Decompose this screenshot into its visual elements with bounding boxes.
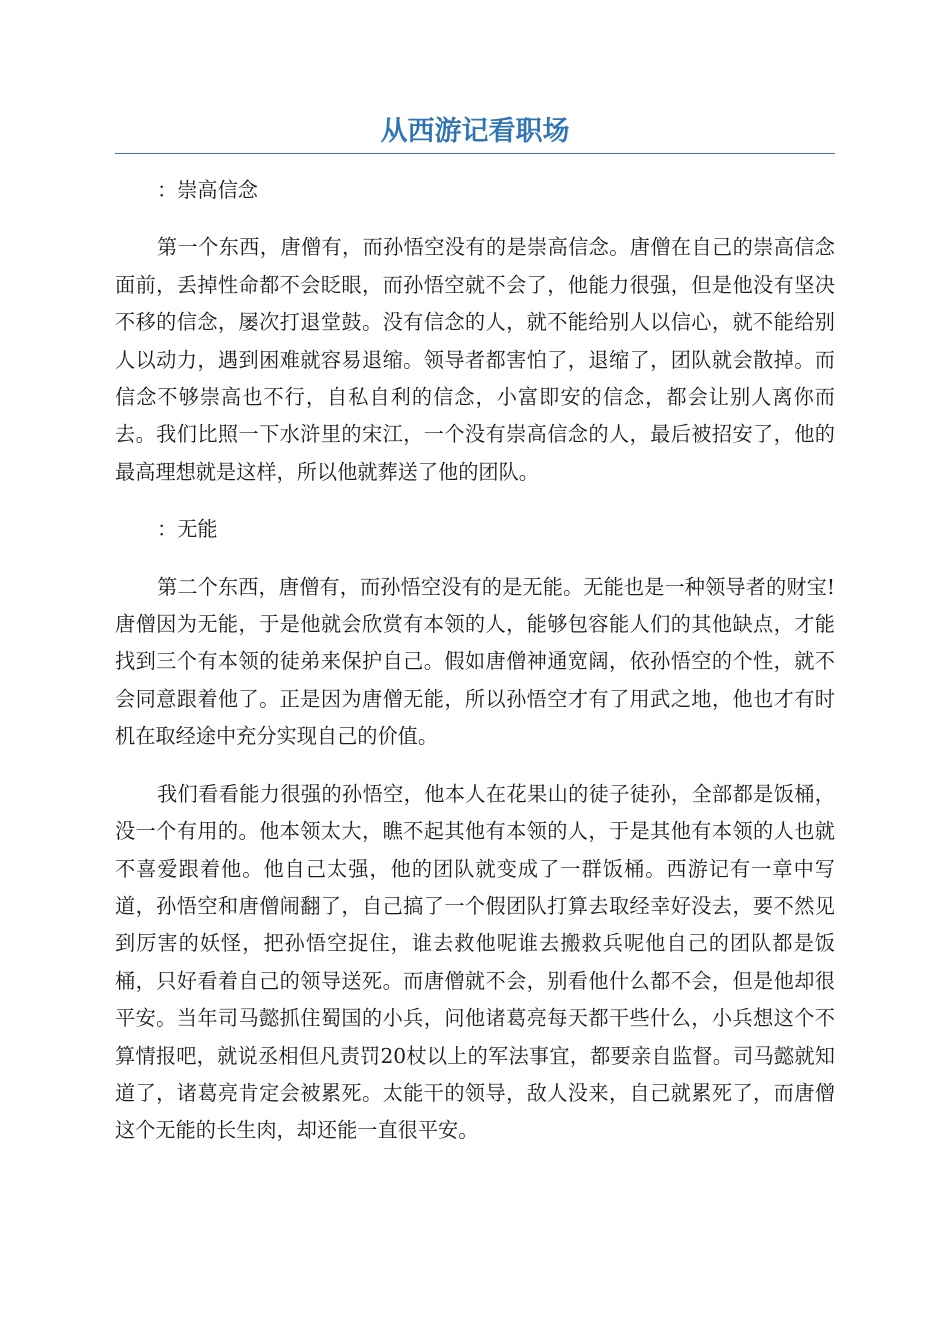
paragraph-incompetence: 第二个东西，唐僧有，而孙悟空没有的是无能。无能也是一种领导者的财宝!唐僧因为无能，于是他就会欣赏有本领的人，能够包容能人们的其他缺点，才能找到三个有本领的徒弟来保护自己。假如唐僧神通宽阔，依孙悟空的个性，就不会同意跟着他了。正是因为唐僧无能，所以孙悟空才有了用武之地，他也才有时机在取经途中充分实现自己的价值。 — [115, 574, 835, 749]
paragraph-sun-wukong: 我们看看能力很强的孙悟空，他本人在花果山的徒子徒孙，全部都是饭桶，没一个有用的。他本领太大，瞧不起其他有本领的人，于是其他有本领的人也就不喜爱跟着他。他自己太强，他的团队就变成了一群饭桶。西游记有一章中写道，孙悟空和唐僧闹翻了，自己搞了一个假团队打算去取经幸好没去，要不然见到厉害的妖怪，把孙悟空捉住，谁去救他呢谁去搬救兵呢他自己的团队都是饭桶，只好看着自己的领导送死。而唐僧就不会，别看他什么都不会，但是他却很平安。当年司马懿抓住蜀国的小兵，问他诸葛亮每天都干些什么，小兵想这个不算情报吧，就说丞相但凡责罚20杖以上的军法事宜，都要亲自监督。司马懿就知道了，诸葛亮肯定会被累死。太能干的领导，敌人没来，自己就累死了，而唐僧这个无能的长生肉，却还能一直很平安。 — [115, 781, 835, 1143]
document-body — [115, 172, 835, 1170]
title-underline — [115, 153, 835, 154]
paragraph-belief: 第一个东西，唐僧有，而孙悟空没有的是崇高信念。唐僧在自己的崇高信念面前，丢掉性命都不会眨眼，而孙悟空就不会了，他能力很强，但是他没有坚决不移的信念，屡次打退堂鼓。没有信念的人，就不能给别人以信心，就不能给别人以动力，遇到困难就容易退缩。领导者都害怕了，退缩了，团队就会散掉。而信念不够崇高也不行，自私自利的信念，小富即安的信念，都会让别人离你而去。我们比照一下水浒里的宋江，一个没有崇高信念的人，最后被招安了，他的最高理想就是这样，所以他就葬送了他的团队。 — [115, 235, 835, 484]
section-heading-belief: ：崇高信念 — [157, 178, 258, 202]
page-title: 从西游记看职场 — [380, 116, 570, 147]
section-heading-incompetence: ：无能 — [157, 517, 218, 542]
